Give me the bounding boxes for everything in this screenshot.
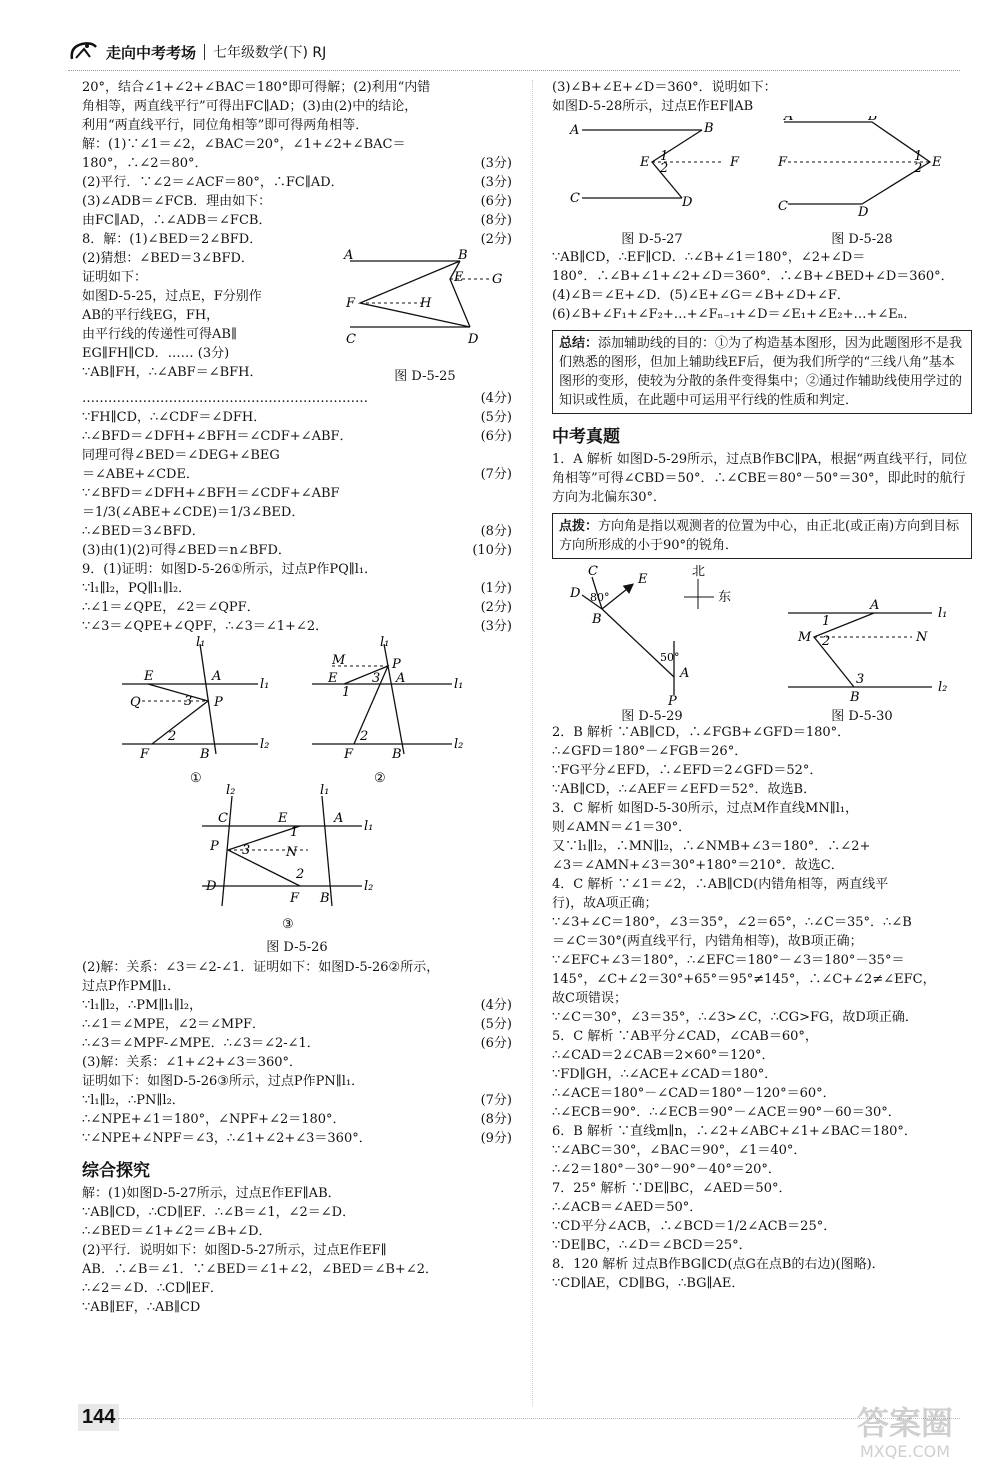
solution-line: [82, 465, 512, 484]
watermark-url: MXQE.COM: [859, 1442, 951, 1461]
figure-d-5-26-drawing: [82, 636, 512, 936]
solution-line: [82, 484, 512, 503]
line-text: 同理可得∠BED＝∠DEG+∠BEG: [82, 448, 280, 463]
solution-line: [552, 1084, 972, 1103]
figure-d-5-26: [82, 636, 512, 958]
points-mark: (9分): [480, 1131, 512, 1146]
line-text: …………………………………………………………: [82, 391, 368, 406]
figures-27-28: [552, 116, 972, 248]
solution-line: [552, 1103, 972, 1122]
svg-text:l₂: l₂: [364, 879, 374, 894]
svg-text:E: E: [278, 811, 288, 826]
solution-line: [552, 951, 972, 970]
points-mark: (6分): [480, 1036, 512, 1051]
line-text: ∵∠EFC+∠3＝180°，∴∠EFC＝180°－∠3＝180°－35°＝: [552, 953, 905, 968]
line-text: 故C项错误；: [552, 991, 627, 1006]
points-mark: (3分): [480, 619, 512, 634]
svg-text:l₂: l₂: [938, 680, 948, 695]
solution-line: [552, 1217, 972, 1236]
solution-line: [82, 560, 512, 579]
q8-solution-rest: [82, 389, 512, 560]
answer-1: 1．A 解析 如图D-5-29所示，过点B作BC∥PA，根据“两直线平行，同位角相等”可得∠CBD＝50°．∴∠CBE＝80°－50°＝30°，即此时的航行方向为北偏东30°．: [552, 452, 968, 505]
points-mark: (7分): [480, 467, 512, 482]
svg-text:l₁: l₁: [320, 783, 330, 798]
line-text: ∵∠C＝30°，∠3＝35°，∴∠3>∠C，∴CG>FG，故D项正确．: [552, 1010, 918, 1025]
svg-text:F: F: [730, 155, 740, 170]
solution-line: [82, 427, 512, 446]
solution-line: [82, 1015, 512, 1034]
north-label: 北: [692, 565, 706, 579]
line-text: 由FC∥AD，∴∠ADB＝∠FCB．: [82, 213, 272, 228]
svg-text:l₂: l₂: [454, 737, 464, 752]
line-text: ∴∠NPE+∠1＝180°，∠NPF+∠2＝180°．: [82, 1112, 346, 1127]
points-mark: (1分): [480, 581, 512, 596]
text-line: EG∥FH∥CD．…… (3分): [82, 346, 230, 361]
line-text: ∵FD∥GH，∴∠ACE+∠CAD＝180°．: [552, 1067, 778, 1082]
line-text: ∵∠ABC＝30°，∠BAC＝90°，∠1＝40°．: [552, 1143, 807, 1158]
solution-line: [552, 818, 972, 837]
solution-line: [82, 154, 512, 173]
figure-caption-27: 图 D-5-27: [621, 232, 683, 247]
svg-text:1: 1: [822, 614, 831, 629]
svg-text:F: F: [140, 747, 150, 762]
svg-text:D: D: [468, 332, 479, 347]
tip-text: 方向角是指以观测者的位置为中心，由正北(或正南)方向到目标方向所形成的小于90°的锐角．: [559, 519, 960, 553]
svg-text:2: 2: [914, 161, 923, 176]
svg-text:D: D: [858, 205, 869, 220]
solution-line: [82, 541, 512, 560]
solution-line: [82, 617, 512, 636]
figure-caption-29: 图 D-5-29: [621, 709, 683, 724]
svg-text:N: N: [916, 630, 928, 645]
svg-text:A: A: [396, 671, 406, 686]
line-text: 6．B 解析 ∵直线m∥n，∴∠2+∠ABC+∠1+∠BAC＝180°．: [552, 1124, 917, 1139]
solution-line: [82, 996, 512, 1015]
tip-box: [552, 513, 972, 559]
solution-line: [82, 522, 512, 541]
svg-text:M: M: [332, 653, 346, 668]
line-text: ∴∠ACE＝180°－∠CAD＝180°－120°＝60°．: [552, 1086, 836, 1101]
line-text: 解：(1)∵∠1＝∠2，∠BAC＝20°，∠1+∠2+∠BAC＝: [82, 137, 406, 152]
angle-80-label: 80°: [590, 591, 610, 604]
svg-text:l₁: l₁: [380, 636, 390, 650]
line-text: ＝1/3(∠ABE+∠CDE)＝1/3∠BED．: [82, 505, 305, 520]
text-line: 证明如下：: [82, 270, 148, 285]
solution-line: [552, 1065, 972, 1084]
east-label: 东: [718, 590, 732, 605]
solution-line: [552, 1198, 972, 1217]
line-text: ∵FH∥CD，∴∠CDF＝∠DFH．: [82, 410, 267, 425]
svg-text:A: A: [870, 598, 880, 613]
figure-caption-28: 图 D-5-28: [831, 232, 893, 247]
solution-line: [82, 1110, 512, 1129]
svg-text:A: A: [784, 116, 794, 124]
svg-text:F: F: [346, 296, 356, 311]
line-text: 9．(1)证明：如图D-5-26①所示，过点P作PQ∥l₁．: [82, 562, 378, 577]
figure-caption-30: 图 D-5-30: [831, 709, 893, 724]
solution-line: [82, 230, 512, 249]
line-text: (3)解：关系：∠1+∠2+∠3＝360°．: [82, 1055, 303, 1070]
solution-line: [82, 1091, 512, 1110]
solution-line: [82, 408, 512, 427]
svg-text:F: F: [778, 155, 788, 170]
solution-line: [552, 1236, 972, 1255]
solution-line: [552, 780, 972, 799]
solution-line: [552, 1027, 972, 1046]
solution-line: [552, 1179, 972, 1198]
solution-line: [552, 1008, 972, 1027]
line-text: ∴∠3＝∠MPF-∠MPE．∴∠3＝∠2-∠1．: [82, 1036, 320, 1051]
line-text: ∴∠GFD＝180°－∠FGB＝26°．: [552, 744, 748, 759]
points-mark: (3分): [480, 175, 512, 190]
line-text: ∴∠BFD＝∠DFH+∠BFH＝∠CDF+∠ABF．: [82, 429, 353, 444]
solution-line: [82, 192, 512, 211]
text-line: ∵AB∥EF，∴AB∥CD: [82, 1300, 201, 1315]
solution-line: [82, 173, 512, 192]
text-line: 利用“两直线平行，同位角相等”即可得两角相等．: [82, 118, 369, 133]
solution-line: [552, 932, 972, 951]
line-text: ∵l₁∥l₂，∴PM∥l₁∥l₂，: [82, 998, 203, 1013]
line-text: ∵l₁∥l₂，PQ∥l₁∥l₂．: [82, 581, 192, 596]
solution-line: [552, 761, 972, 780]
solution-line: [82, 958, 512, 977]
text-line: ∴∠2＝∠D．∴CD∥EF．: [82, 1281, 223, 1296]
solution-line: [552, 1046, 972, 1065]
figure-sub-2: ②: [374, 771, 386, 786]
brand-name: 走向中考考场: [106, 43, 197, 62]
line-text: (2)解：关系：∠3＝∠2-∠1．证明如下：如图D-5-26②所示，: [82, 960, 440, 975]
svg-text:2: 2: [296, 867, 305, 882]
points-mark: (10分): [472, 543, 512, 558]
solution-line: [552, 1122, 972, 1141]
svg-text:2: 2: [822, 634, 831, 649]
svg-text:G: G: [492, 272, 503, 287]
q9-part-2-3: [82, 958, 512, 1148]
comprehensive-solution: [82, 1184, 512, 1317]
svg-text:N: N: [286, 845, 298, 860]
svg-text:C: C: [570, 191, 580, 206]
figure-d-5-29-30-drawing: [552, 565, 972, 705]
points-mark: (6分): [480, 429, 512, 444]
svg-text:D: D: [682, 195, 693, 210]
watermark: [830, 1404, 980, 1464]
svg-text:H: H: [420, 296, 432, 311]
svg-text:B: B: [868, 116, 878, 124]
svg-text:l₁: l₁: [196, 636, 206, 650]
svg-text:A: A: [344, 249, 354, 263]
points-mark: (7分): [480, 1093, 512, 1108]
line-text: ∴∠CAD＝2∠CAB＝2×60°＝120°．: [552, 1048, 775, 1063]
svg-text:l₂: l₂: [260, 737, 270, 752]
points-mark: (2分): [480, 600, 512, 615]
text-line: 20°，结合∠1+∠2+∠BAC＝180°即可得解；(2)利用“内错: [82, 80, 431, 95]
svg-text:P: P: [668, 694, 677, 705]
line-text: ∵∠BFD＝∠DFH+∠BFH＝∠CDF+∠ABF: [82, 486, 340, 501]
line-text: ∵CD平分∠ACB，∴∠BCD＝1/2∠ACB＝25°．: [552, 1219, 837, 1234]
solution-line: [552, 970, 972, 989]
compass-icon: [684, 565, 731, 609]
line-text: ∴∠1＝∠QPE，∠2＝∠QPF．: [82, 600, 260, 615]
svg-text:P: P: [392, 657, 401, 672]
svg-text:F: F: [344, 747, 354, 762]
svg-text:C: C: [346, 332, 356, 347]
svg-text:l₁: l₁: [364, 819, 374, 834]
summary-text: 添加辅助线的目的：①为了构造基本图形，因为此题图形不是我们熟悉的图形，但加上辅助线EF后，便为我们所学的“三线八角”基本图形的变形，使较为分散的条件变得集中；②通过作辅助线使用学过的知识或性质，在此题中可运用平行线的性质和判定．: [559, 336, 963, 408]
line-text: 证明如下：如图D-5-26③所示，过点P作PN∥l₁．: [82, 1074, 365, 1089]
line-text: ∵∠3+∠C＝180°，∠3＝35°，∠2＝65°，∴∠C＝35°．∴∠B: [552, 915, 912, 930]
solution-line: [552, 1274, 972, 1293]
solution-line: [82, 977, 512, 996]
angle-50-label: 50°: [660, 651, 680, 664]
svg-text:3: 3: [242, 843, 251, 858]
line-text: ∴∠ECB＝90°．∴∠ECB＝90°－∠ACE＝90°－60＝30°．: [552, 1105, 901, 1120]
intro-block: [82, 78, 512, 135]
figure-sub-3: ③: [282, 917, 294, 932]
solution-line: [82, 1034, 512, 1053]
text-line: (6)∠B+∠F₁+∠F₂+…+∠Fₙ₋₁+∠D＝∠E₁+∠E₂+…+∠Eₙ．: [552, 307, 917, 322]
svg-text:P: P: [210, 839, 219, 854]
solution-line: [82, 1129, 512, 1148]
figures-29-30: [552, 565, 972, 723]
solution-line: [82, 579, 512, 598]
page-header: [68, 38, 326, 66]
line-text: ＝∠ABE+∠CDE．: [82, 467, 199, 482]
header-divider: [204, 44, 205, 60]
line-text: ∵∠NPE+∠NPF＝∠3，∴∠1+∠2+∠3＝360°．: [82, 1131, 372, 1146]
svg-text:B: B: [320, 891, 330, 906]
text-line: AB的平行线EG，FH，: [82, 308, 220, 323]
solution-line: [552, 723, 972, 742]
svg-text:A: A: [212, 669, 222, 684]
svg-text:1: 1: [914, 149, 923, 164]
line-text: ∵l₁∥l₂，∴PN∥l₂．: [82, 1093, 185, 1108]
points-mark: (8分): [480, 1112, 512, 1127]
line-text: ∵CD∥AE，CD∥BG，∴BG∥AE．: [552, 1276, 745, 1291]
svg-text:E: E: [454, 270, 464, 285]
svg-text:2: 2: [660, 161, 669, 176]
text-line: (4)∠B＝∠E+∠D．(5)∠E+∠G＝∠B+∠D+∠F．: [552, 288, 850, 303]
svg-text:3: 3: [372, 671, 381, 686]
text-line: ∴∠BED＝∠1+∠2＝∠B+∠D．: [82, 1224, 272, 1239]
q9-part-1: [82, 560, 512, 636]
solution-line: [552, 913, 972, 932]
column-divider: [532, 80, 533, 1406]
line-text: 又∵l₁∥l₂，∴MN∥l₂，∴∠NMB+∠3＝180°．∴∠2+: [552, 839, 871, 854]
svg-text:A: A: [680, 666, 690, 681]
svg-text:B: B: [458, 249, 468, 263]
svg-text:B: B: [392, 747, 402, 762]
svg-text:1: 1: [342, 685, 351, 700]
points-mark: (6分): [480, 194, 512, 209]
tip-label: 点拨：: [559, 519, 599, 534]
svg-text:A: A: [334, 811, 344, 826]
section-title: 中考真题: [552, 427, 620, 447]
line-text: 145°，∠C+∠2＝30°+65°＝95°≠145°，∴∠C+∠2≠∠EFC，: [552, 972, 936, 987]
line-text: 过点P作PM∥l₁．: [82, 979, 181, 994]
section-title: 综合探究: [82, 1161, 150, 1181]
solution-line: [82, 135, 512, 154]
svg-text:E: E: [932, 155, 942, 170]
line-text: 7．25° 解析 ∵DE∥BC，∠AED＝50°．: [552, 1181, 792, 1196]
line-text: (3)由(1)(2)可得∠BED＝n∠BFD．: [82, 543, 291, 558]
header-rule: [68, 70, 960, 71]
svg-text:E: E: [144, 669, 154, 684]
svg-text:C: C: [588, 565, 598, 579]
line-text: ＝∠C＝30°(两直线平行，内错角相等)，故B项正确；: [552, 934, 863, 949]
solution-line: [552, 837, 972, 856]
svg-text:B: B: [704, 121, 714, 136]
solution-line: [552, 1160, 972, 1179]
svg-text:C: C: [778, 199, 788, 214]
q7-solution: [82, 135, 512, 230]
points-mark: (2分): [480, 232, 512, 247]
line-text: ∵AB∥CD，∴∠AEF＝∠EFD＝52°．故选B．: [552, 782, 817, 797]
line-text: ∴∠1＝∠MPE，∠2＝∠MPF．: [82, 1017, 266, 1032]
answers-2-8: [552, 723, 972, 1293]
line-text: ∠3＝∠AMN+∠3＝30°+180°＝210°．故选C．: [552, 858, 844, 873]
points-mark: (5分): [480, 410, 512, 425]
summary-box: [552, 330, 972, 414]
figure-sub-1: ①: [190, 771, 202, 786]
svg-text:B: B: [850, 690, 860, 705]
right-column: [552, 78, 972, 1293]
q8-solution-head: [82, 230, 512, 249]
svg-text:1: 1: [290, 825, 299, 840]
svg-text:E: E: [328, 671, 338, 686]
svg-text:3: 3: [856, 672, 865, 687]
line-text: 180°，∴∠2＝80°．: [82, 156, 208, 171]
svg-text:B: B: [592, 612, 602, 627]
solution-line: [552, 856, 972, 875]
svg-text:l₁: l₁: [454, 677, 464, 692]
svg-text:1: 1: [660, 149, 669, 164]
text-line: (2)猜想：∠BED＝3∠BFD．: [82, 251, 254, 266]
text-line: (3)∠B+∠E+∠D＝360°．说明如下：: [552, 80, 777, 95]
book-subtitle: 七年级数学(下) RJ: [213, 45, 327, 61]
points-mark: (4分): [480, 391, 512, 406]
solution-line: [552, 1141, 972, 1160]
solution-line: [82, 211, 512, 230]
q8-side-block: [82, 249, 512, 389]
svg-text:F: F: [290, 891, 300, 906]
svg-text:2: 2: [168, 729, 177, 744]
text-line: 如图D-5-25，过点E，F分别作: [82, 289, 262, 304]
solution-line: [82, 1053, 512, 1072]
solution-line: [552, 894, 972, 913]
svg-text:E: E: [638, 572, 648, 587]
points-mark: (4分): [480, 998, 512, 1013]
text-line: ∵AB∥CD，∴EF∥CD．∴∠B+∠1＝180°，∠2+∠D＝: [552, 250, 866, 265]
points-mark: (3分): [480, 156, 512, 171]
line-text: ∴∠ACB＝∠AED＝50°．: [552, 1200, 703, 1215]
solution-line: [82, 389, 512, 408]
svg-text:C: C: [218, 811, 228, 826]
text-line: AB．∴∠B＝∠1．∵∠BED＝∠1+∠2，∠BED＝∠B+∠2．: [82, 1262, 438, 1277]
line-text: ∵∠3＝∠QPE+∠QPF，∴∠3＝∠1+∠2．: [82, 619, 329, 634]
brand-logo-icon: [68, 41, 98, 63]
points-mark: (8分): [480, 213, 512, 228]
summary-label: 总结：: [559, 336, 599, 351]
svg-text:Q: Q: [130, 695, 141, 710]
solution-line: [82, 446, 512, 465]
line-text: 3．C 解析 如图D-5-30所示，过点M作直线MN∥l₁，: [552, 801, 859, 816]
figure-d-5-27-28-drawing: [552, 116, 972, 228]
line-text: 4．C 解析 ∵∠1＝∠2，∴AB∥CD(内错角相等，两直线平: [552, 877, 889, 892]
solution-line: [82, 1072, 512, 1091]
solution-line: [552, 799, 972, 818]
svg-text:l₁: l₁: [260, 677, 270, 692]
text-line: 由平行线的传递性可得AB∥: [82, 327, 237, 342]
solution-line: [552, 875, 972, 894]
line-text: (2)平行．∵∠2＝∠ACF＝80°，∴FC∥AD．: [82, 175, 344, 190]
line-text: 8．120 解析 过点B作BG∥CD(点G在点B的右边)(图略)．: [552, 1257, 885, 1272]
line-text: 则∠AMN＝∠1＝30°．: [552, 820, 692, 835]
text-line: (2)平行．说明如下：如图D-5-27所示，过点E作EF∥: [82, 1243, 387, 1258]
text-line: 解：(1)如图D-5-27所示，过点E作EF∥AB．: [82, 1186, 341, 1201]
page-number: 144: [78, 1404, 119, 1431]
svg-text:l₂: l₂: [226, 783, 236, 798]
left-column: [82, 78, 512, 1317]
solution-line: [552, 742, 972, 761]
figure-caption: 图 D-5-26: [266, 940, 328, 955]
solution-line: [82, 598, 512, 617]
text-line: 角相等，两直线平行”可得出FC∥AD；(3)由(2)中的结论，: [82, 99, 418, 114]
svg-text:M: M: [798, 630, 812, 645]
text-line: ∵AB∥CD，∴CD∥EF．∴∠B＝∠1，∠2＝∠D．: [82, 1205, 356, 1220]
text-line: ∵AB∥FH，∴∠ABF＝∠BFH．: [82, 365, 263, 380]
line-text: 2．B 解析 ∵AB∥CD，∴∠FGB+∠GFD＝180°．: [552, 725, 851, 740]
svg-text:B: B: [200, 747, 210, 762]
text-line: 180°．∴∠B+∠1+∠2+∠D＝360°．∴∠B+∠BED+∠D＝360°．: [552, 269, 954, 284]
text-line: 如图D-5-28所示，过点E作EF∥AB: [552, 99, 754, 114]
line-text: ∵FG平分∠EFD，∴∠EFD＝2∠GFD＝52°．: [552, 763, 823, 778]
svg-text:3: 3: [184, 694, 193, 709]
svg-text:A: A: [570, 123, 580, 138]
svg-text:l₁: l₁: [938, 606, 948, 621]
line-text: 8．解：(1)∠BED＝2∠BFD．: [82, 232, 263, 247]
figure-d-5-25: [340, 249, 510, 384]
points-mark: (8分): [480, 524, 512, 539]
svg-text:E: E: [640, 155, 650, 170]
points-mark: (5分): [480, 1017, 512, 1032]
watermark-text: 答案圈: [856, 1404, 953, 1442]
line-text: 5．C 解析 ∵AB平分∠CAD，∠CAB＝60°，: [552, 1029, 818, 1044]
line-text: 行)，故A项正确；: [552, 896, 658, 911]
figure-caption: 图 D-5-25: [394, 369, 456, 384]
line-text: ∵DE∥BC，∴∠D＝∠BCD＝25°．: [552, 1238, 752, 1253]
solution-line: [552, 989, 972, 1008]
solution-line: [552, 1255, 972, 1274]
figure-d-5-25-drawing: [340, 249, 510, 361]
line-text: (3)∠ADB＝∠FCB．理由如下：: [82, 194, 272, 209]
svg-text:D: D: [570, 586, 581, 601]
line-text: ∴∠2＝180°－30°－90°－40°＝20°．: [552, 1162, 781, 1177]
line-text: ∴∠BED＝3∠BFD．: [82, 524, 205, 539]
svg-text:D: D: [206, 879, 217, 894]
svg-text:2: 2: [360, 729, 369, 744]
solution-line: [82, 503, 512, 522]
svg-text:P: P: [214, 695, 223, 710]
